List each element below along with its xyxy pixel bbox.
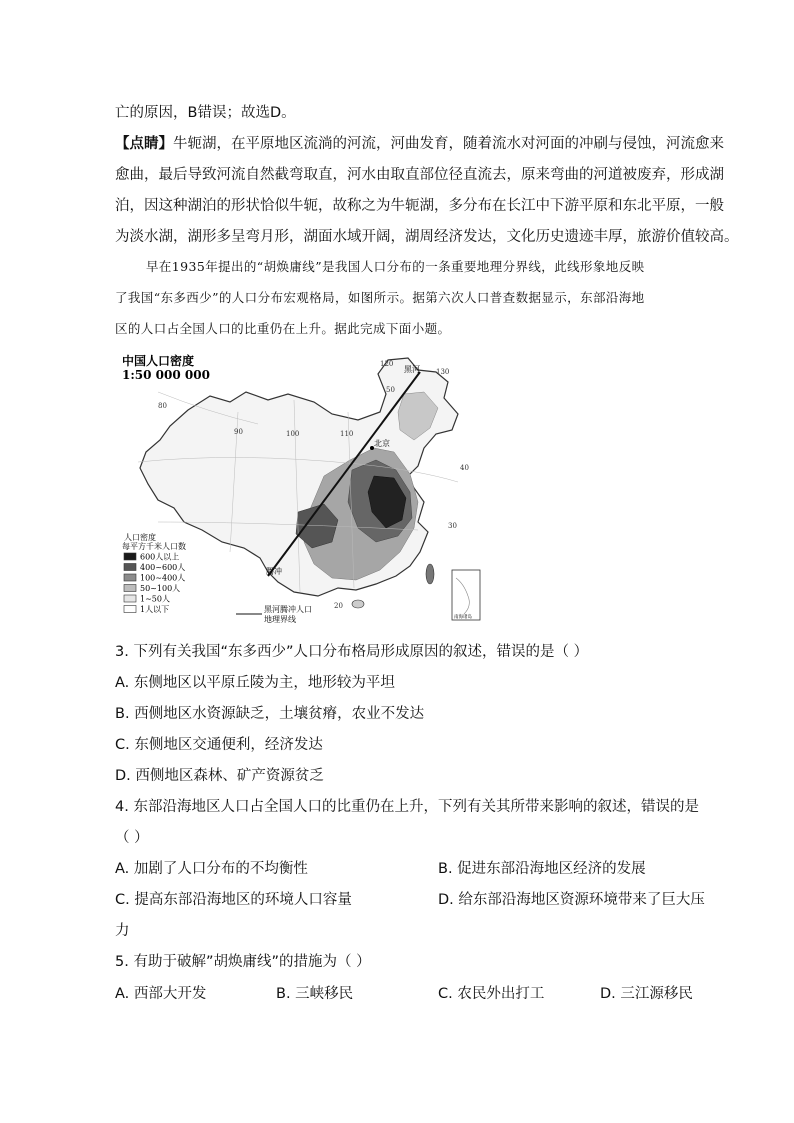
lon-label-110: 110 [340, 430, 354, 438]
city-beijing: 北京 [374, 439, 390, 448]
city-heihe: 黑河 [404, 365, 420, 374]
map-scale: 1:50 000 000 [122, 368, 210, 382]
legend-unit: 每平方千米人口数 [122, 542, 186, 551]
legend-label: 100~400人 [140, 573, 186, 583]
question-4-option-d[interactable]: D. 给东部沿海地区资源环境带来了巨大压 [438, 892, 705, 908]
question-3-option-b[interactable]: B. 西侧地区水资源缺乏，土壤贫瘠，农业不发达 [115, 706, 425, 722]
question-3-stem: 3. 下列有关我国“东多西少”人口分布格局形成原因的叙述，错误的是（ ） [115, 644, 589, 660]
inset-label: 南海诸岛 [454, 615, 472, 620]
lat-label-50: 50 [386, 386, 395, 394]
lon-label-100: 100 [286, 430, 300, 438]
question-5-option-c[interactable]: C. 农民外出打工 [438, 986, 545, 1002]
question-4-option-b[interactable]: B. 促进东部沿海地区经济的发展 [438, 861, 646, 877]
tip-line-2: 愈曲，最后导致河流自然截弯取直，河水由取直部位径直流去，原来弯曲的河道被废弃，形成湖 [115, 167, 724, 183]
question-4-option-a[interactable]: A. 加剧了人口分布的不均衡性 [115, 861, 308, 877]
legend-swatch [124, 606, 136, 613]
hainan-island [352, 600, 364, 608]
legend-label: 600人以上 [140, 552, 180, 562]
legend-swatch [124, 574, 136, 581]
map-figure [118, 352, 483, 630]
legend-swatch [124, 585, 136, 592]
taiwan-island [426, 564, 434, 584]
lon-label-90: 90 [234, 428, 243, 436]
question-3-option-c[interactable]: C. 东侧地区交通便利，经济发达 [115, 737, 323, 753]
question-5-option-b[interactable]: B. 三峡移民 [276, 986, 354, 1002]
legend-swatch [124, 564, 136, 571]
lon-label-130: 130 [436, 368, 450, 376]
legend-label: 1人以下 [140, 605, 170, 614]
question-5-option-a[interactable]: A. 西部大开发 [115, 986, 207, 1002]
population-density-map [118, 352, 483, 630]
beijing-marker [370, 446, 374, 450]
lon-label-80: 80 [158, 402, 167, 410]
legend-label: 400~600人 [140, 563, 186, 572]
tip-text-1: 牛轭湖，在平原地区流淌的河流，河曲发育，随着流水对河面的冲刷与侵蚀，河流愈来 [173, 136, 724, 152]
question-5-stem: 5. 有助于破解”胡焕庸线”的措施为（ ） [115, 954, 371, 970]
previous-answer-text: 亡的原因，B错误；故选D。 [115, 105, 296, 121]
legend-label: 50~100人 [140, 584, 181, 593]
tip-line-1 [115, 134, 724, 154]
south-sea-inset [452, 570, 480, 620]
intro-line-3: 区的人口占全国人口的比重仍在上升。据此完成下面小题。 [115, 321, 451, 336]
tip-line-3: 泊，因这种湖泊的形状恰似牛轭，故称之为牛轭湖，多分布在长江中下游平原和东北平原，一般 [115, 198, 724, 214]
legend-line-label-1: 黑河腾冲人口 [264, 605, 312, 614]
legend-swatch [124, 553, 136, 560]
lon-label-120: 120 [380, 360, 394, 368]
question-3-option-a[interactable]: A. 东侧地区以平原丘陵为主，地形较为平坦 [115, 675, 395, 691]
legend-swatch [124, 595, 136, 602]
tip-label: 【点睛】 [115, 136, 173, 152]
map-title: 中国人口密度 [122, 354, 195, 368]
question-4-stem-cont: （ ） [115, 830, 149, 846]
lat-label-20: 20 [334, 602, 343, 610]
legend-line-label-2: 地理界线 [264, 615, 296, 624]
city-tengchong: 腾冲 [266, 567, 282, 576]
question-5-option-d[interactable]: D. 三江源移民 [600, 986, 693, 1002]
lat-label-30: 30 [448, 522, 457, 530]
intro-line-1: 早在1935年提出的“胡焕庸线”是我国人口分布的一条重要地理分界线，此线形象地反映 [146, 259, 645, 274]
intro-line-2: 了我国“东多西少”的人口分布宏观格局，如图所示。据第六次人口普查数据显示，东部沿海地 [115, 290, 645, 305]
question-4-stem: 4. 东部沿海地区人口占全国人口的比重仍在上升，下列有关其所带来影响的叙述，错误的是 [115, 799, 699, 815]
legend-label: 1~50人 [140, 594, 170, 604]
question-4-option-d-cont: 力 [115, 923, 130, 939]
lat-label-40: 40 [460, 464, 469, 472]
tip-line-4: 为淡水湖，湖形多呈弯月形，湖面水域开阔，湖周经济发达，文化历史遗迹丰厚，旅游价值较高。 [115, 229, 739, 245]
question-3-option-d[interactable]: D. 西侧地区森林、矿产资源贫乏 [115, 768, 324, 784]
legend-title: 人口密度 [124, 533, 156, 542]
question-4-option-c[interactable]: C. 提高东部沿海地区的环境人口容量 [115, 892, 352, 908]
